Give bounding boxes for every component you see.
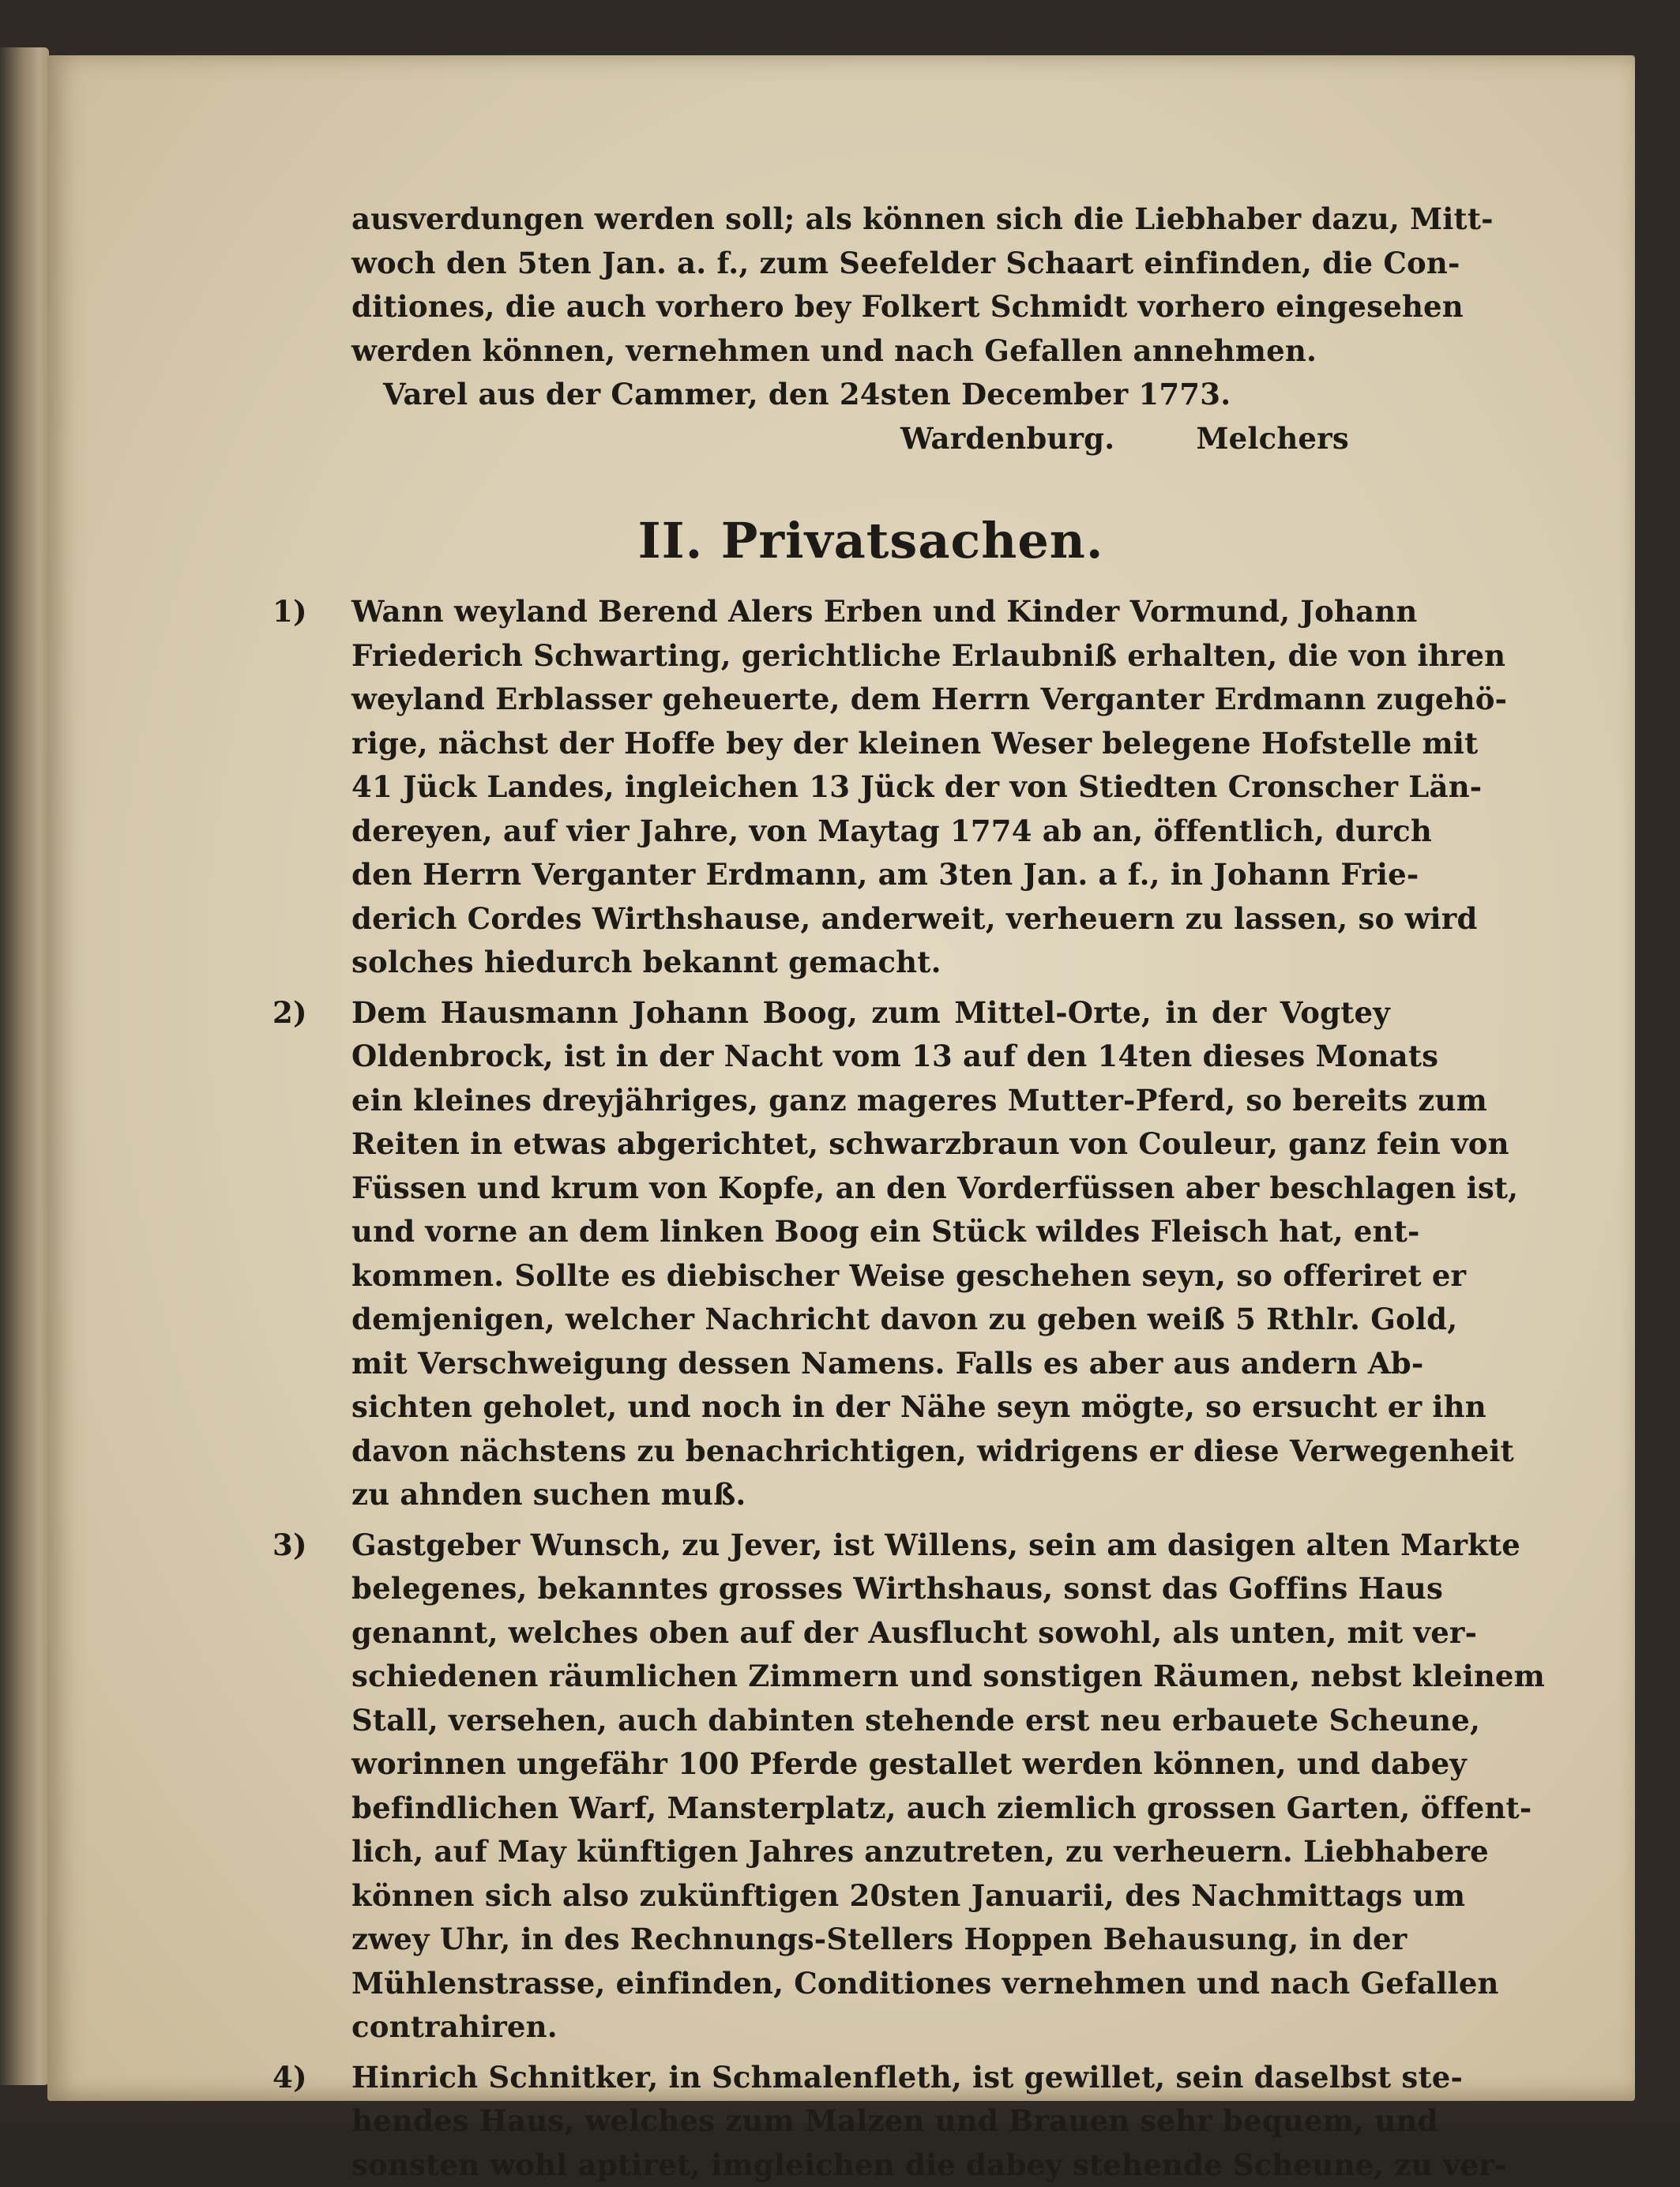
section-heading: II. Privatsachen.: [351, 509, 1390, 573]
text-line: zwey Uhr, in des Rechnungs-Stellers Hoppen Behausung, in der: [351, 1918, 1390, 1962]
text-line: schiedenen räumlichen Zimmern und sonstigen Räumen, nebst kleinem: [351, 1655, 1390, 1699]
text-line: demjenigen, welcher Nachricht davon zu geben weiß 5 Rthlr. Gold,: [351, 1298, 1390, 1342]
entry-1: [351, 590, 1390, 985]
signature-melchers: Melchers: [1196, 421, 1348, 456]
intro-paragraph: [351, 197, 1390, 373]
text-line: dereyen, auf vier Jahre, von Maytag 1774 ab an, öffentlich, durch: [351, 810, 1390, 854]
text-line: Oldenbrock, ist in der Nacht vom 13 auf den 14ten dieses Monats: [351, 1035, 1390, 1079]
entry-2: [351, 991, 1390, 1517]
text-line: weyland Erblasser geheuerte, dem Herrn Verganter Erdmann zugehö-: [351, 678, 1390, 722]
text-line: ausverdungen werden soll; als können sich die Liebhaber dazu, Mitt-: [351, 197, 1390, 242]
signature-wardenburg: Wardenburg.: [900, 421, 1114, 456]
text-line: rige, nächst der Hoffe bey der kleinen Weser belegene Hofstelle mit: [351, 722, 1390, 766]
text-line: können sich also zukünftigen 20sten Januarii, des Nachmittags um: [351, 1874, 1390, 1918]
text-line: Wann weyland Berend Alers Erben und Kinder Vormund, Johann: [351, 590, 1390, 634]
text-line: Stall, versehen, auch dabinten stehende erst neu erbauete Scheune,: [351, 1699, 1390, 1743]
entry-4: [351, 2056, 1390, 2187]
page-text: [351, 197, 1390, 2187]
text-line: genannt, welches oben auf der Ausflucht sowohl, als unten, mit ver-: [351, 1611, 1390, 1655]
text-line: zu ahnden suchen muß.: [351, 1473, 1390, 1517]
text-line: Mühlenstrasse, einfinden, Conditiones vernehmen und nach Gefallen: [351, 1962, 1390, 2006]
text-line: werden können, vernehmen und nach Gefallen annehmen.: [351, 329, 1390, 374]
signatures: [351, 417, 1390, 461]
text-line: den Herrn Verganter Erdmann, am 3ten Jan. a f., in Johann Frie-: [351, 853, 1390, 897]
book-spine-edge: [0, 47, 49, 2085]
text-line: solches hiedurch bekannt gemacht.: [351, 941, 1390, 985]
text-line: woch den 5ten Jan. a. f., zum Seefelder Schaart einfinden, die Con-: [351, 242, 1390, 286]
text-line: contrahiren.: [351, 2005, 1390, 2050]
entry-number: 3): [272, 1524, 307, 1568]
entry-number: 2): [272, 991, 307, 1035]
text-line: derich Cordes Wirthshause, anderweit, verheuern zu lassen, so wird: [351, 897, 1390, 941]
text-line: befindlichen Warf, Mansterplatz, auch ziemlich grossen Garten, öffent-: [351, 1787, 1390, 1831]
entry-number: 1): [272, 590, 307, 634]
place-date: Varel aus der Cammer, den 24sten December 1773.: [351, 373, 1390, 417]
text-line: ditiones, die auch vorhero bey Folkert Schmidt vorhero eingesehen: [351, 285, 1390, 329]
text-line: 41 Jück Landes, ingleichen 13 Jück der von Stiedten Cronscher Län-: [351, 765, 1390, 810]
entry-3: [351, 1524, 1390, 2050]
text-line: worinnen ungefähr 100 Pferde gestallet werden können, und dabey: [351, 1742, 1390, 1787]
entry-number: 4): [272, 2056, 307, 2100]
text-line: belegenes, bekanntes grosses Wirthshaus, sonst das Goffins Haus: [351, 1567, 1390, 1611]
text-line: hendes Haus, welches zum Malzen und Brauen sehr bequem, und: [351, 2099, 1390, 2144]
text-line: Dem Hausmann Johann Boog, zum Mittel-Orte, in der Vogtey: [351, 991, 1390, 1035]
text-line: Friederich Schwarting, gerichtliche Erlaubniß erhalten, die von ihren: [351, 634, 1390, 678]
book-page: [47, 55, 1635, 2101]
text-line: ein kleines dreyjähriges, ganz mageres Mutter-Pferd, so bereits zum: [351, 1079, 1390, 1123]
text-line: sichten geholet, und noch in der Nähe seyn mögte, so ersucht er ihn: [351, 1385, 1390, 1430]
text-line: davon nächstens zu benachrichtigen, widrigens er diese Verwegenheit: [351, 1430, 1390, 1474]
text-line: Gastgeber Wunsch, zu Jever, ist Willens, sein am dasigen alten Markte: [351, 1524, 1390, 1568]
text-line: und vorne an dem linken Boog ein Stück wildes Fleisch hat, ent-: [351, 1210, 1390, 1254]
text-line: Reiten in etwas abgerichtet, schwarzbraun von Couleur, ganz fein von: [351, 1122, 1390, 1167]
text-line: Hinrich Schnitker, in Schmalenfleth, ist gewillet, sein daselbst ste-: [351, 2056, 1390, 2100]
text-line: sonsten wohl aptiret, imgleichen die dabey stehende Scheune, zu ver-: [351, 2144, 1390, 2187]
text-line: kommen. Sollte es diebischer Weise geschehen seyn, so offeriret er: [351, 1254, 1390, 1298]
text-line: lich, auf May künftigen Jahres anzutreten, zu verheuern. Liebhabere: [351, 1830, 1390, 1874]
text-line: mit Verschweigung dessen Namens. Falls es aber aus andern Ab-: [351, 1342, 1390, 1386]
text-line: Füssen und krum von Kopfe, an den Vorderfüssen aber beschlagen ist,: [351, 1167, 1390, 1211]
